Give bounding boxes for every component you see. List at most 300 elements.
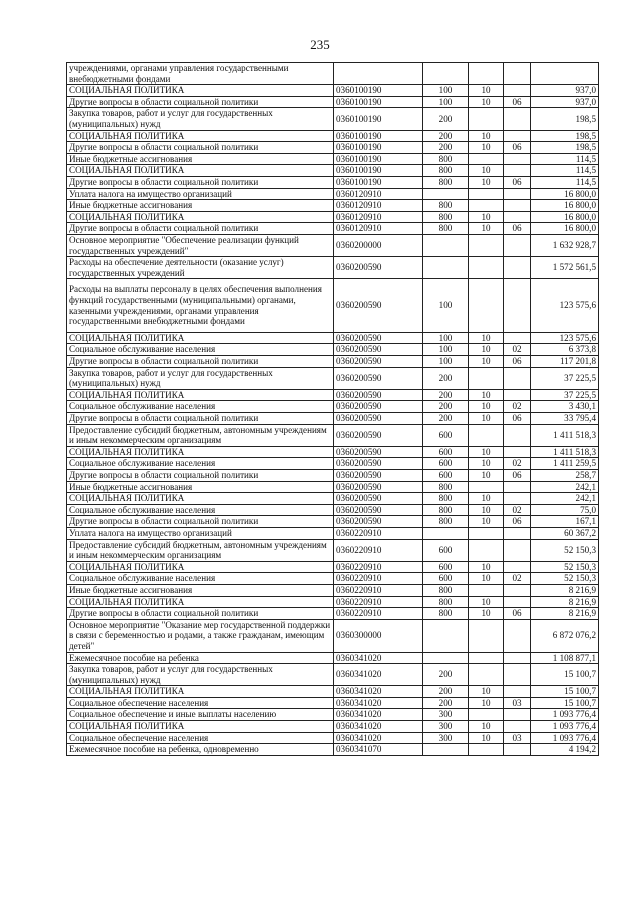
row-amount: 1 411 259,5	[531, 458, 599, 470]
row-code: 0360200590	[334, 389, 423, 401]
row-name: Другие вопросы в области социальной политики	[67, 176, 334, 188]
row-code: 0360341020	[334, 732, 423, 744]
table-row	[67, 356, 599, 368]
row-expense-type: 600	[423, 539, 469, 561]
row-amount: 3 430,1	[531, 401, 599, 413]
row-name: Социальное обслуживание населения	[67, 504, 334, 516]
row-expense-type: 800	[423, 153, 469, 165]
row-subsection	[504, 619, 531, 652]
table-row	[67, 234, 599, 256]
row-section: 10	[469, 470, 504, 482]
row-subsection: 02	[504, 344, 531, 356]
row-expense-type: 200	[423, 389, 469, 401]
row-expense-type: 200	[423, 108, 469, 130]
row-subsection: 02	[504, 504, 531, 516]
table-row	[67, 721, 599, 733]
row-expense-type: 600	[423, 470, 469, 482]
row-subsection	[504, 188, 531, 200]
row-section	[469, 367, 504, 389]
row-code: 0360100190	[334, 165, 423, 177]
row-expense-type: 200	[423, 697, 469, 709]
row-subsection	[504, 367, 531, 389]
row-expense-type: 300	[423, 721, 469, 733]
table-row	[67, 709, 599, 721]
row-subsection	[504, 279, 531, 333]
row-section: 10	[469, 130, 504, 142]
row-subsection	[504, 652, 531, 664]
row-amount: 60 367,2	[531, 527, 599, 539]
row-section: 10	[469, 165, 504, 177]
row-name: Другие вопросы в области социальной политики	[67, 413, 334, 425]
row-section: 10	[469, 344, 504, 356]
row-expense-type: 800	[423, 200, 469, 212]
row-section: 10	[469, 85, 504, 97]
row-subsection	[504, 686, 531, 698]
row-name: Закупка товаров, работ и услуг для государственных (муниципальных) нужд	[67, 664, 334, 686]
row-subsection: 06	[504, 96, 531, 108]
row-name: Социальное обеспечение и иные выплаты населению	[67, 709, 334, 721]
table-row	[67, 608, 599, 620]
row-subsection: 03	[504, 697, 531, 709]
table-row	[67, 744, 599, 756]
row-subsection: 06	[504, 470, 531, 482]
row-subsection	[504, 108, 531, 130]
row-subsection	[504, 257, 531, 279]
table-row	[67, 664, 599, 686]
row-name: СОЦИАЛЬНАЯ ПОЛИТИКА	[67, 596, 334, 608]
row-subsection: 02	[504, 458, 531, 470]
row-expense-type	[423, 744, 469, 756]
row-amount: 114,5	[531, 153, 599, 165]
table-row	[67, 516, 599, 528]
row-name: Другие вопросы в области социальной политики	[67, 96, 334, 108]
row-section: 10	[469, 721, 504, 733]
row-code: 0360341020	[334, 686, 423, 698]
row-subsection	[504, 424, 531, 446]
table-row	[67, 200, 599, 212]
row-code: 0360100190	[334, 85, 423, 97]
row-code: 0360120910	[334, 200, 423, 212]
table-row	[67, 458, 599, 470]
row-section: 10	[469, 413, 504, 425]
row-code: 0360200590	[334, 504, 423, 516]
row-expense-type: 800	[423, 176, 469, 188]
row-expense-type: 800	[423, 596, 469, 608]
row-name: Социальное обслуживание населения	[67, 344, 334, 356]
row-name: Иные бюджетные ассигнования	[67, 153, 334, 165]
table-row	[67, 85, 599, 97]
row-subsection: 06	[504, 223, 531, 235]
row-code: 0360100190	[334, 176, 423, 188]
row-expense-type: 600	[423, 561, 469, 573]
row-code: 0360200590	[334, 367, 423, 389]
row-expense-type: 800	[423, 516, 469, 528]
table-row	[67, 332, 599, 344]
row-subsection	[504, 539, 531, 561]
row-amount: 242,1	[531, 493, 599, 505]
row-name: СОЦИАЛЬНАЯ ПОЛИТИКА	[67, 446, 334, 458]
row-name: СОЦИАЛЬНАЯ ПОЛИТИКА	[67, 130, 334, 142]
row-amount: 16 800,0	[531, 223, 599, 235]
row-code: 0360341020	[334, 721, 423, 733]
table-row	[67, 527, 599, 539]
row-code: 0360200590	[334, 470, 423, 482]
row-expense-type	[423, 652, 469, 664]
row-code: 0360100190	[334, 108, 423, 130]
row-name: Другие вопросы в области социальной политики	[67, 516, 334, 528]
row-amount: 167,1	[531, 516, 599, 528]
row-amount: 937,0	[531, 96, 599, 108]
row-code: 0360220910	[334, 527, 423, 539]
row-expense-type: 600	[423, 573, 469, 585]
row-subsection	[504, 63, 531, 85]
row-amount: 114,5	[531, 176, 599, 188]
row-name: Социальное обеспечение населения	[67, 732, 334, 744]
row-code: 0360200590	[334, 401, 423, 413]
row-expense-type: 200	[423, 367, 469, 389]
row-amount: 258,7	[531, 470, 599, 482]
row-section	[469, 664, 504, 686]
row-code: 0360200590	[334, 279, 423, 333]
row-section: 10	[469, 458, 504, 470]
row-amount: 242,1	[531, 481, 599, 493]
row-section: 10	[469, 504, 504, 516]
table-row	[67, 176, 599, 188]
row-expense-type: 600	[423, 424, 469, 446]
row-subsection: 06	[504, 356, 531, 368]
row-code: 0360341020	[334, 697, 423, 709]
row-code: 0360120910	[334, 188, 423, 200]
table-row	[67, 573, 599, 585]
row-section	[469, 188, 504, 200]
row-amount: 198,5	[531, 130, 599, 142]
row-amount: 37 225,5	[531, 389, 599, 401]
row-name: Предоставление субсидий бюджетным, автономным учреждениям и иным некоммерческим организациям	[67, 424, 334, 446]
row-name: Основное мероприятие "Оказание мер государственной поддержки в связи с беременностью и родами, а также гражданам, имеющим детей"	[67, 619, 334, 652]
row-subsection	[504, 130, 531, 142]
row-section: 10	[469, 389, 504, 401]
row-subsection: 06	[504, 516, 531, 528]
row-expense-type: 800	[423, 608, 469, 620]
row-name: Социальное обслуживание населения	[67, 401, 334, 413]
row-amount: 123 575,6	[531, 332, 599, 344]
row-expense-type	[423, 257, 469, 279]
row-amount: 1 632 928,7	[531, 234, 599, 256]
row-amount: 15 100,7	[531, 664, 599, 686]
row-code: 0360200590	[334, 356, 423, 368]
row-expense-type: 300	[423, 709, 469, 721]
table-row	[67, 211, 599, 223]
row-name: Другие вопросы в области социальной политики	[67, 142, 334, 154]
table-row	[67, 413, 599, 425]
row-code: 0360200590	[334, 458, 423, 470]
row-subsection: 03	[504, 732, 531, 744]
row-subsection	[504, 389, 531, 401]
row-expense-type: 800	[423, 504, 469, 516]
table-row	[67, 96, 599, 108]
row-expense-type	[423, 619, 469, 652]
row-expense-type: 300	[423, 732, 469, 744]
row-code: 0360200590	[334, 257, 423, 279]
row-subsection	[504, 446, 531, 458]
row-amount: 16 800,0	[531, 188, 599, 200]
row-subsection	[504, 721, 531, 733]
row-section: 10	[469, 697, 504, 709]
row-code: 0360200590	[334, 424, 423, 446]
table-row	[67, 686, 599, 698]
row-code: 0360200590	[334, 481, 423, 493]
row-name: СОЦИАЛЬНАЯ ПОЛИТИКА	[67, 561, 334, 573]
row-amount: 37 225,5	[531, 367, 599, 389]
row-name: Иные бюджетные ассигнования	[67, 200, 334, 212]
budget-table-body	[67, 63, 599, 756]
row-section: 10	[469, 516, 504, 528]
table-row	[67, 652, 599, 664]
row-section: 10	[469, 596, 504, 608]
row-expense-type: 800	[423, 584, 469, 596]
row-section	[469, 652, 504, 664]
row-amount: 1 093 776,4	[531, 721, 599, 733]
table-row	[67, 188, 599, 200]
table-row	[67, 493, 599, 505]
row-code: 0360200590	[334, 344, 423, 356]
table-row	[67, 424, 599, 446]
row-expense-type: 800	[423, 223, 469, 235]
row-subsection	[504, 561, 531, 573]
table-row	[67, 732, 599, 744]
row-code: 0360341020	[334, 664, 423, 686]
table-row	[67, 504, 599, 516]
row-subsection	[504, 332, 531, 344]
row-section	[469, 709, 504, 721]
row-section	[469, 619, 504, 652]
row-subsection	[504, 709, 531, 721]
budget-table	[66, 62, 599, 756]
row-expense-type	[423, 188, 469, 200]
row-name: Другие вопросы в области социальной политики	[67, 470, 334, 482]
table-row	[67, 108, 599, 130]
row-name: Другие вопросы в области социальной политики	[67, 356, 334, 368]
row-subsection: 02	[504, 401, 531, 413]
row-section: 10	[469, 732, 504, 744]
row-subsection: 06	[504, 142, 531, 154]
row-section: 10	[469, 401, 504, 413]
row-code: 0360200000	[334, 234, 423, 256]
row-code: 0360100190	[334, 96, 423, 108]
row-code: 0360200590	[334, 516, 423, 528]
row-expense-type: 100	[423, 85, 469, 97]
row-section: 10	[469, 211, 504, 223]
row-section	[469, 481, 504, 493]
row-code: 0360120910	[334, 223, 423, 235]
row-name: Предоставление субсидий бюджетным, автономным учреждениям и иным некоммерческим организациям	[67, 539, 334, 561]
page-number: 235	[310, 37, 330, 52]
row-section	[469, 424, 504, 446]
row-amount: 123 575,6	[531, 279, 599, 333]
table-row	[67, 539, 599, 561]
row-code: 0360200590	[334, 413, 423, 425]
row-expense-type: 100	[423, 279, 469, 333]
row-code: 0360100190	[334, 153, 423, 165]
row-name: СОЦИАЛЬНАЯ ПОЛИТИКА	[67, 389, 334, 401]
row-section: 10	[469, 142, 504, 154]
row-expense-type: 800	[423, 165, 469, 177]
row-expense-type: 200	[423, 686, 469, 698]
row-name: Социальное обеспечение населения	[67, 697, 334, 709]
row-section: 10	[469, 96, 504, 108]
row-subsection	[504, 493, 531, 505]
row-name: учреждениями, органами управления государственными внебюджетными фондами	[67, 63, 334, 85]
row-name: СОЦИАЛЬНАЯ ПОЛИТИКА	[67, 721, 334, 733]
row-section: 10	[469, 608, 504, 620]
row-expense-type: 800	[423, 481, 469, 493]
row-section	[469, 744, 504, 756]
row-section	[469, 63, 504, 85]
row-name: СОЦИАЛЬНАЯ ПОЛИТИКА	[67, 85, 334, 97]
row-code: 0360120910	[334, 211, 423, 223]
row-code: 0360220910	[334, 584, 423, 596]
row-code: 0360100190	[334, 130, 423, 142]
row-subsection	[504, 153, 531, 165]
row-section: 10	[469, 573, 504, 585]
table-row	[67, 257, 599, 279]
table-row	[67, 561, 599, 573]
row-name: Другие вопросы в области социальной политики	[67, 608, 334, 620]
row-name: Другие вопросы в области социальной политики	[67, 223, 334, 235]
row-name: СОЦИАЛЬНАЯ ПОЛИТИКА	[67, 686, 334, 698]
row-amount: 117 201,8	[531, 356, 599, 368]
row-expense-type: 100	[423, 356, 469, 368]
row-code: 0360341020	[334, 652, 423, 664]
row-amount: 4 194,2	[531, 744, 599, 756]
row-section	[469, 584, 504, 596]
row-section: 10	[469, 223, 504, 235]
table-row	[67, 63, 599, 85]
row-amount: 1 411 518,3	[531, 446, 599, 458]
row-subsection: 02	[504, 573, 531, 585]
row-amount: 1 093 776,4	[531, 709, 599, 721]
row-section	[469, 539, 504, 561]
row-name: СОЦИАЛЬНАЯ ПОЛИТИКА	[67, 493, 334, 505]
row-code: 0360220910	[334, 608, 423, 620]
row-subsection	[504, 234, 531, 256]
row-name: Иные бюджетные ассигнования	[67, 584, 334, 596]
row-code: 0360100190	[334, 142, 423, 154]
row-expense-type: 200	[423, 664, 469, 686]
row-subsection	[504, 481, 531, 493]
table-row	[67, 697, 599, 709]
row-amount: 75,0	[531, 504, 599, 516]
table-row	[67, 401, 599, 413]
row-amount: 6 373,8	[531, 344, 599, 356]
row-name: Ежемесячное пособие на ребенка	[67, 652, 334, 664]
row-amount: 1 411 518,3	[531, 424, 599, 446]
row-name: СОЦИАЛЬНАЯ ПОЛИТИКА	[67, 332, 334, 344]
row-expense-type	[423, 63, 469, 85]
row-name: СОЦИАЛЬНАЯ ПОЛИТИКА	[67, 211, 334, 223]
row-amount: 8 216,9	[531, 608, 599, 620]
row-name: Уплата налога на имущество организаций	[67, 188, 334, 200]
table-row	[67, 165, 599, 177]
row-subsection	[504, 584, 531, 596]
row-amount: 8 216,9	[531, 584, 599, 596]
row-amount: 1 093 776,4	[531, 732, 599, 744]
row-subsection	[504, 744, 531, 756]
table-row	[67, 619, 599, 652]
row-amount: 15 100,7	[531, 697, 599, 709]
row-amount: 16 800,0	[531, 211, 599, 223]
table-row	[67, 153, 599, 165]
row-section: 10	[469, 561, 504, 573]
row-name: СОЦИАЛЬНАЯ ПОЛИТИКА	[67, 165, 334, 177]
table-row	[67, 446, 599, 458]
row-code: 0360200590	[334, 493, 423, 505]
row-subsection: 06	[504, 176, 531, 188]
row-code	[334, 63, 423, 85]
row-name: Закупка товаров, работ и услуг для государственных (муниципальных) нужд	[67, 367, 334, 389]
row-amount: 33 795,4	[531, 413, 599, 425]
row-code: 0360220910	[334, 539, 423, 561]
table-row	[67, 389, 599, 401]
row-subsection	[504, 527, 531, 539]
row-section: 10	[469, 446, 504, 458]
row-amount: 198,5	[531, 142, 599, 154]
row-expense-type: 200	[423, 401, 469, 413]
row-amount: 52 150,3	[531, 561, 599, 573]
row-amount: 52 150,3	[531, 539, 599, 561]
row-amount: 16 800,0	[531, 200, 599, 212]
row-subsection	[504, 664, 531, 686]
row-code: 0360300000	[334, 619, 423, 652]
row-expense-type: 200	[423, 142, 469, 154]
row-expense-type: 800	[423, 211, 469, 223]
row-name: Расходы на выплаты персоналу в целях обеспечения выполнения функций государственными (муниципальными) органами, казенными учреждениями, органами управления государственными внебюджетными фондами	[67, 279, 334, 333]
row-name: Иные бюджетные ассигнования	[67, 481, 334, 493]
row-amount: 114,5	[531, 165, 599, 177]
row-section: 10	[469, 493, 504, 505]
table-row	[67, 584, 599, 596]
row-subsection: 06	[504, 608, 531, 620]
row-amount: 1 108 877,1	[531, 652, 599, 664]
row-expense-type	[423, 527, 469, 539]
row-code: 0360220910	[334, 573, 423, 585]
row-name: Ежемесячное пособие на ребенка, одновременно	[67, 744, 334, 756]
row-amount: 937,0	[531, 85, 599, 97]
row-subsection	[504, 200, 531, 212]
row-section	[469, 200, 504, 212]
table-row	[67, 344, 599, 356]
row-amount	[531, 63, 599, 85]
table-row	[67, 481, 599, 493]
row-name: Расходы на обеспечение деятельности (оказание услуг) государственных учреждений	[67, 257, 334, 279]
row-expense-type: 100	[423, 332, 469, 344]
row-name: Основное мероприятие "Обеспечение реализации функций государственных учреждений"	[67, 234, 334, 256]
table-row	[67, 279, 599, 333]
row-expense-type: 800	[423, 493, 469, 505]
row-expense-type: 100	[423, 96, 469, 108]
row-expense-type	[423, 234, 469, 256]
row-subsection	[504, 165, 531, 177]
row-code: 0360200590	[334, 332, 423, 344]
row-section	[469, 234, 504, 256]
row-section: 10	[469, 332, 504, 344]
row-amount: 6 872 076,2	[531, 619, 599, 652]
row-expense-type: 600	[423, 446, 469, 458]
row-name: Закупка товаров, работ и услуг для государственных (муниципальных) нужд	[67, 108, 334, 130]
table-row	[67, 470, 599, 482]
table-row	[67, 142, 599, 154]
row-amount: 1 572 561,5	[531, 257, 599, 279]
